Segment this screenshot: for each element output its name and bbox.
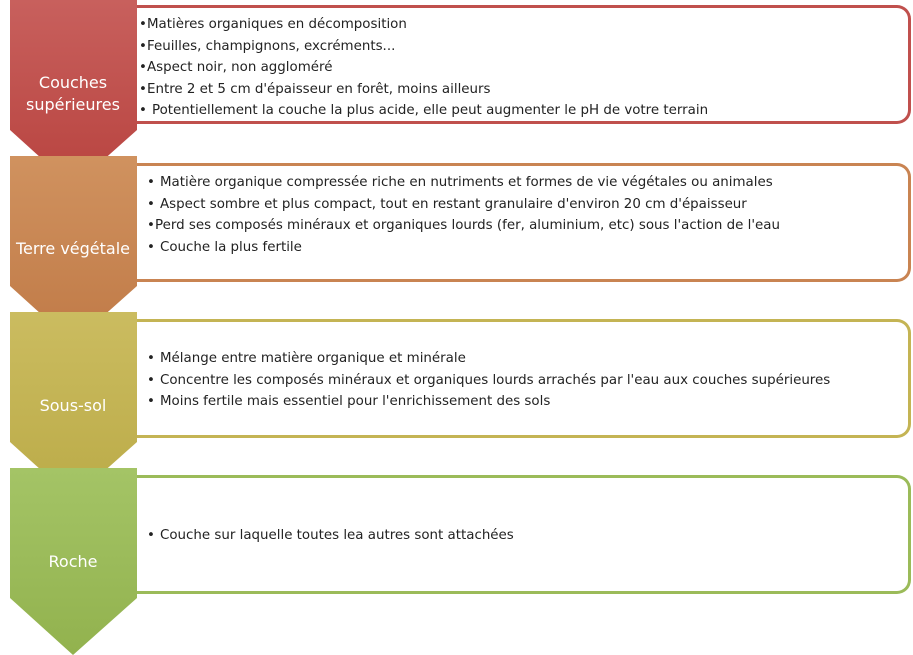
layer-label-roche (5, 551, 141, 573)
bullet-icon: • (139, 17, 147, 32)
bullet-icon: • (139, 103, 147, 118)
bullet-list (147, 525, 908, 547)
bullet-icon: • (147, 372, 155, 388)
list-item (147, 348, 908, 370)
bullet-icon: • (147, 394, 155, 409)
list-item (139, 14, 908, 36)
panel-sous-sol (137, 319, 911, 438)
list-item (139, 100, 908, 122)
bullet-list (139, 14, 908, 122)
layer-label-sous-sol (5, 395, 141, 417)
layer-label-line: Terre végétale (15, 239, 131, 258)
list-item-text: Feuilles, champignons, excréments... (147, 38, 396, 54)
layer-label-line: Roche (48, 552, 98, 571)
list-item-text: Couche la plus fertile (160, 239, 302, 255)
bullet-list (147, 172, 908, 258)
bullet-icon: • (139, 81, 147, 97)
bullet-icon: • (147, 196, 155, 212)
bullet-icon: • (147, 239, 155, 255)
list-item (139, 57, 908, 79)
panel-couches-superieures (137, 5, 911, 124)
bullet-list (147, 348, 908, 413)
list-item (147, 525, 908, 547)
list-item-text: Entre 2 et 5 cm d'épaisseur en forêt, moins ailleurs (147, 81, 491, 97)
list-item-text: Aspect noir, non aggloméré (147, 60, 333, 75)
list-item (147, 172, 908, 194)
bullet-icon: • (147, 351, 155, 366)
bullet-icon: • (139, 60, 147, 75)
layer-label-terre-vegetale (5, 238, 141, 260)
list-item-text: Couche sur laquelle toutes lea autres sont attachées (160, 528, 514, 543)
list-item-text: Concentre les composés minéraux et organiques lourds arrachés par l'eau aux couches supérieures (160, 372, 831, 388)
list-item-text: Mélange entre matière organique et minérale (160, 351, 466, 366)
panel-terre-vegetale (137, 163, 911, 282)
bullet-icon: • (147, 528, 155, 543)
panel-roche (137, 475, 911, 594)
list-item (147, 237, 908, 259)
bullet-icon: • (147, 218, 155, 233)
list-item-text: Aspect sombre et plus compact, tout en restant granulaire d'environ 20 cm d'épaisseur (160, 196, 747, 212)
list-item-text: Matière organique compressée riche en nutriments et formes de vie végétales ou animales (160, 175, 773, 190)
layer-label-line: supérieures (26, 95, 120, 114)
list-item-text: Matières organiques en décomposition (147, 17, 407, 32)
bullet-icon: • (147, 175, 155, 190)
layer-label-line: Sous-sol (39, 396, 107, 415)
list-item (147, 391, 908, 413)
list-item-text: Potentiellement la couche la plus acide, elle peut augmenter le pH de votre terrain (152, 103, 709, 118)
list-item (147, 215, 908, 237)
layer-label-couches-superieures (5, 72, 141, 116)
layer-label-line: Couches (38, 73, 108, 92)
list-item-text: Perd ses composés minéraux et organiques lourds (fer, aluminium, etc) sous l'action de l'eau (155, 218, 780, 233)
list-item (139, 36, 908, 58)
list-item-text: Moins fertile mais essentiel pour l'enrichissement des sols (160, 394, 551, 409)
bullet-icon: • (139, 38, 147, 54)
list-item (147, 370, 908, 392)
list-item (139, 79, 908, 101)
list-item (147, 194, 908, 216)
